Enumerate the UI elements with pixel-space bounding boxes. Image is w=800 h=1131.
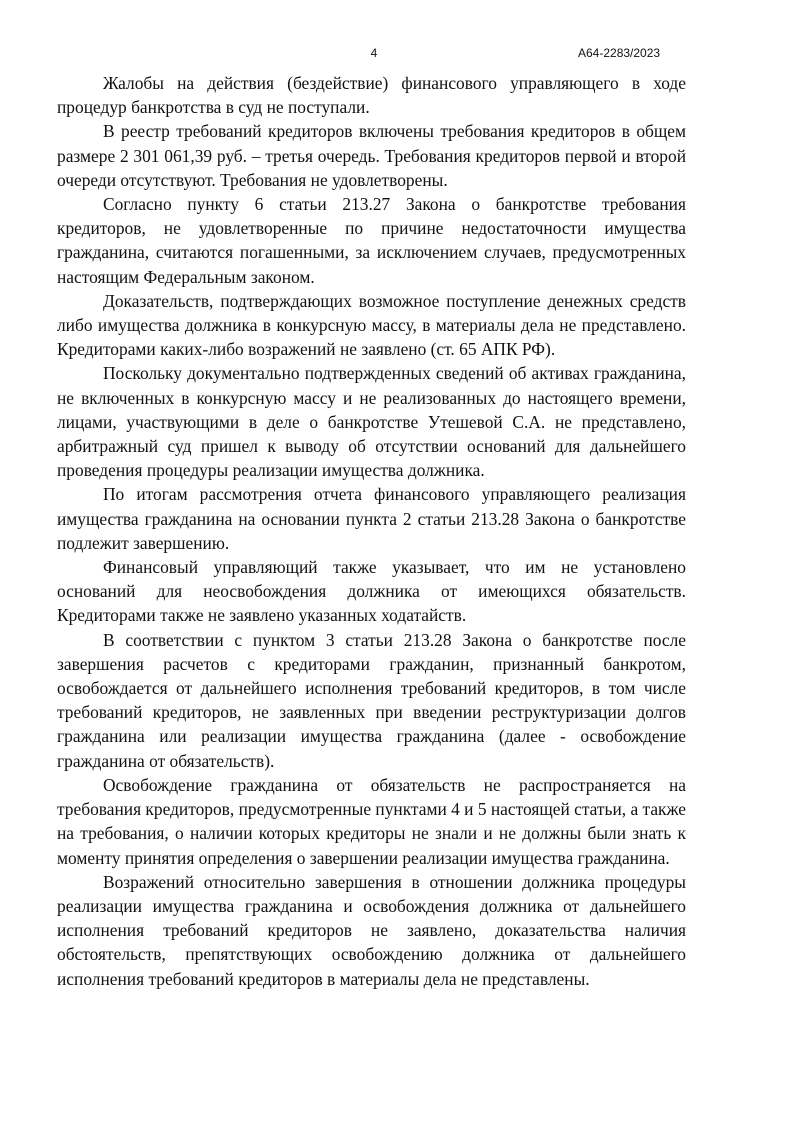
paragraph-manager-statement: Финансовый управляющий также указывает, что им не установлено оснований для неосвобождения должника от имеющихся обязательств. Кредиторами также не заявлено указанных ходатайств. [57,557,686,626]
page-number: 4 [370,46,378,60]
paragraph-exemption-limits: Освобождение гражданина от обязательств не распространяется на требования кредиторов, предусмотренные пунктами 4 и 5 настоящей статьи, а также на требования, о наличии которых кредиторы не знали и не должны были знать к моменту принятия определения о завершении реализации имущества гражданина. [57,774,686,868]
paragraph-assets: Поскольку документально подтвержденных сведений об активах гражданина, не включенных в конкурсную массу и не реализованных до настоящего времени, лицами, участвующими в деле о банкротстве Утешевой С.А. не представлено, арбитражный суд пришел к выводу об отсутствии оснований для дальнейшего проведения процедуры реализации имущества должника. [57,363,686,481]
document-body [57,71,686,991]
paragraph-evidence: Доказательств, подтверждающих возможное поступление денежных средств либо имущества должника в конкурсную массу, в материалы дела не представлено. Кредиторами каких-либо возражений не заявлено (ст. 65 АПК РФ). [57,290,686,360]
case-number: А64-2283/2023 [578,46,661,60]
paragraph-article-213-27: Согласно пункту 6 статьи 213.27 Закона о банкротстве требования кредиторов, не удовлетворенные по причине недостаточности имущества гражданина, считаются погашенными, за исключением случаев, предусмотренных настоящим Федеральным законом. [57,194,686,287]
paragraph-complaints: Жалобы на действия (бездействие) финансового управляющего в ходе процедур банкротства в суд не поступали. [57,73,686,118]
paragraph-report-results: По итогам рассмотрения отчета финансового управляющего реализация имущества гражданина на основании пункта 2 статьи 213.28 Закона о банкротстве подлежит завершению. [57,484,686,553]
paragraph-creditor-registry: В реестр требований кредиторов включены требования кредиторов в общем размере 2 301 061,39 руб. – третья очередь. Требования кредиторов первой и второй очереди отсутствуют. Требования не удовлетворены. [57,121,686,190]
paragraph-no-objections: Возражений относительно завершения в отношении должника процедуры реализации имущества гражданина и освобождения должника от дальнейшего исполнения требований кредиторов не заявлено, доказательства наличия обстоятельств, препятствующих освобождению должника от дальнейшего исполнения требований кредиторов в материалы дела не представлены. [57,871,686,989]
paragraph-article-213-28: В соответствии с пунктом 3 статьи 213.28 Закона о банкротстве после завершения расчетов с кредиторами гражданин, признанный банкротом, освобождается от дальнейшего исполнения требований кредиторов, в том числе требований кредиторов, не заявленных при введении реструктуризации долгов гражданина или реализации имущества гражданина (далее - освобождение гражданина от обязательств). [57,629,686,771]
